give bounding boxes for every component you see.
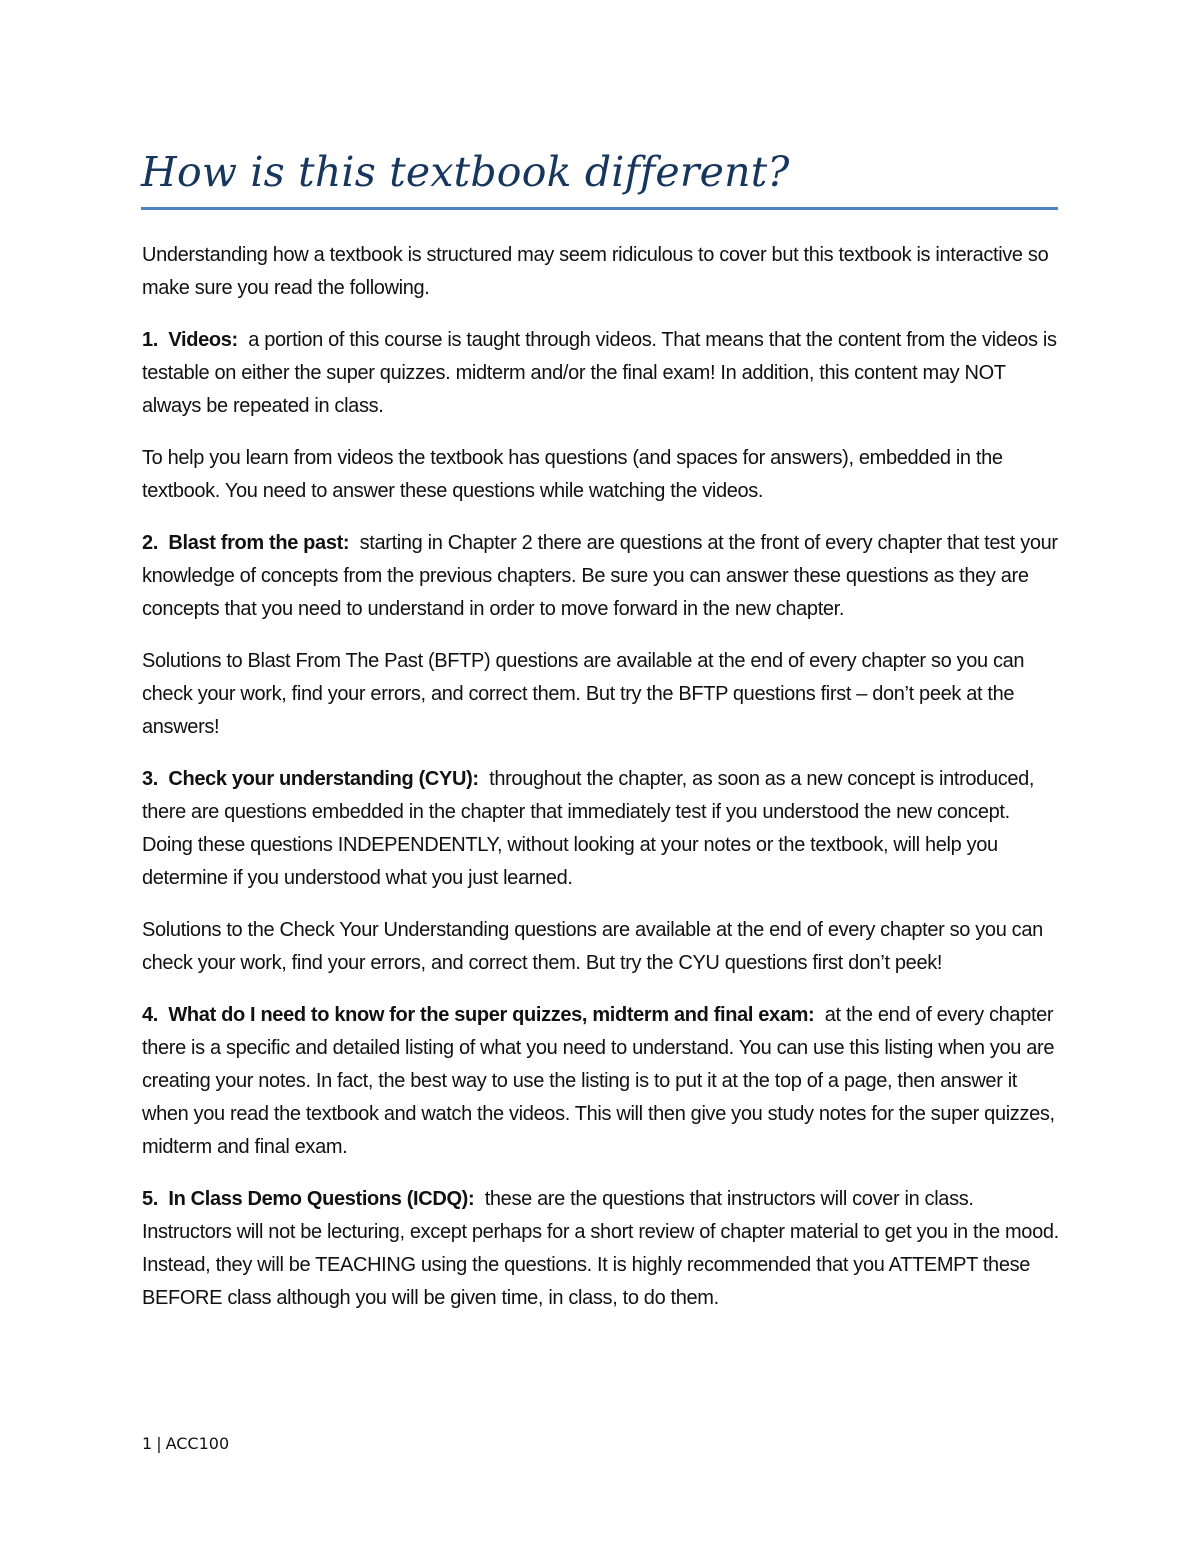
section-number: 1.: [142, 329, 158, 351]
section-number: 4.: [142, 1004, 158, 1026]
section-what-do-i-need-to-know: [142, 999, 1060, 1164]
section-heading: Blast from the past:: [168, 532, 350, 554]
section-text: these are the questions that instructors will cover in class. Instructors will not be lecturing, except perhaps for a short review of chapter material to get you in the mood. Instead, they will be TEACHING using the questions. It is highly recommended that you ATTEMPT these BEFORE class although you will be given time, in class, to do them.: [142, 1188, 1059, 1309]
footer-course-code: ACC100: [165, 1434, 230, 1453]
document-body: [142, 239, 1060, 1334]
section-text: throughout the chapter, as soon as a new concept is introduced, there are questions embedded in the chapter that immediately test if you understood the new concept. Doing these questions INDEPENDENTLY, without looking at your notes or the textbook, will help you determine if you understood what you just learned.: [142, 768, 1035, 889]
section-number: 3.: [142, 768, 158, 790]
section-text: a portion of this course is taught through videos. That means that the content from the videos is testable on either the super quizzes. midterm and/or the final exam! In addition, this content may NOT always be repeated in class.: [142, 329, 1057, 417]
title-underline-rule: [141, 207, 1058, 210]
section-videos-followup: To help you learn from videos the textbook has questions (and spaces for answers), embedded in the textbook. You need to answer these questions while watching the videos.: [142, 447, 1003, 502]
section-check-your-understanding-followup: Solutions to the Check Your Understanding questions are available at the end of every chapter so you can check your work, find your errors, and correct them. But try the CYU questions first don’t peek!: [142, 919, 1043, 974]
section-heading: Check your understanding (CYU):: [168, 768, 479, 790]
section-number: 5.: [142, 1188, 158, 1210]
page-footer: [142, 1432, 229, 1456]
footer-separator: |: [156, 1434, 162, 1453]
section-heading: What do I need to know for the super quizzes, midterm and final exam:: [168, 1004, 815, 1026]
section-number: 2.: [142, 532, 158, 554]
section-text: starting in Chapter 2 there are questions at the front of every chapter that test your knowledge of concepts from the previous chapters. Be sure you can answer these questions as they are concepts that you need to understand in order to move forward in the new chapter.: [142, 532, 1058, 620]
section-blast-from-the-past-followup: Solutions to Blast From The Past (BFTP) questions are available at the end of every chapter so you can check your work, find your errors, and correct them. But try the BFTP questions first – don’t peek at the answers!: [142, 650, 1025, 738]
page-title: How is this textbook different?: [141, 148, 790, 196]
section-check-your-understanding: [142, 763, 1060, 895]
section-heading: Videos:: [168, 329, 238, 351]
intro-paragraph: Understanding how a textbook is structured may seem ridiculous to cover but this textbook is interactive so make sure you read the following.: [142, 244, 1049, 299]
footer-page-number: 1: [142, 1434, 153, 1453]
section-videos: [142, 324, 1060, 423]
section-heading: In Class Demo Questions (ICDQ):: [168, 1188, 475, 1210]
section-blast-from-the-past: [142, 527, 1060, 626]
section-text: at the end of every chapter there is a specific and detailed listing of what you need to understand. You can use this listing when you are creating your notes. In fact, the best way to use the listing is to put it at the top of a page, then answer it when you read the textbook and watch the videos. This will then give you study notes for the super quizzes, midterm and final exam.: [142, 1004, 1055, 1158]
section-in-class-demo-questions: [142, 1183, 1060, 1315]
